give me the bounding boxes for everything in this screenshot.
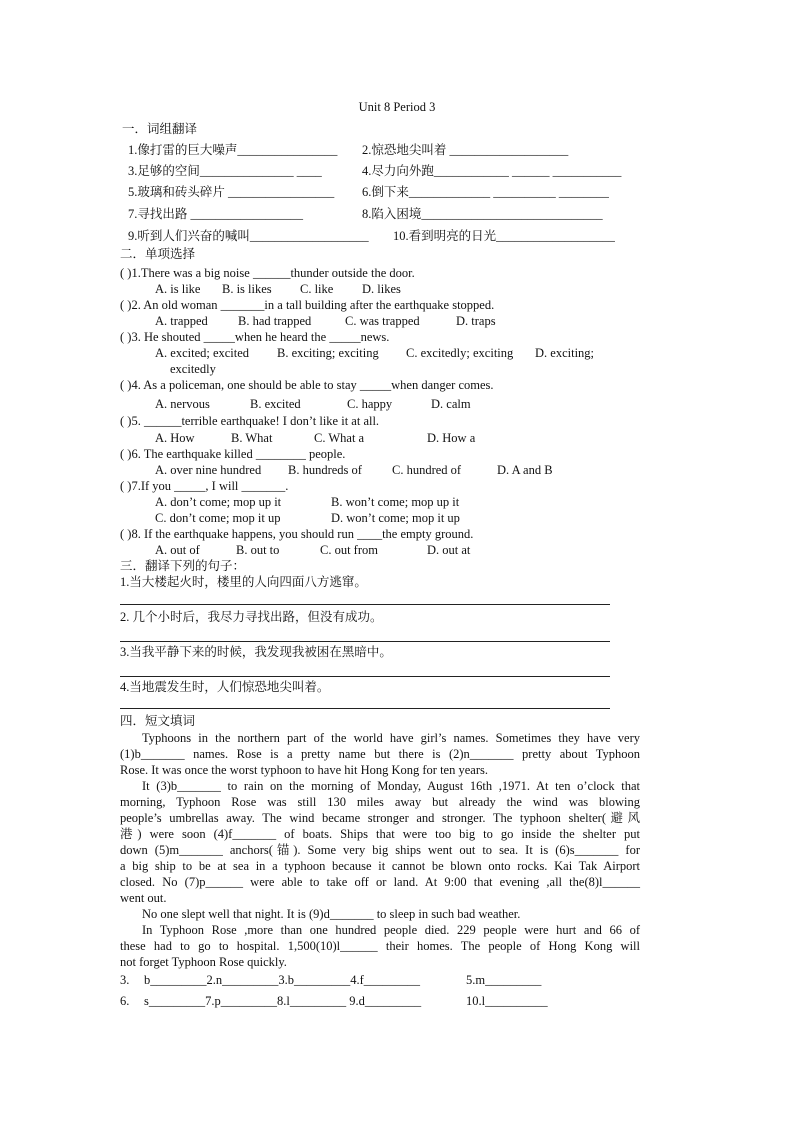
answer-line	[120, 708, 610, 709]
mc-option: B. What	[231, 431, 273, 445]
passage-line: went out.	[120, 891, 167, 905]
mc-question-4: ( )4. As a policeman, one should be able to stay _____when danger comes.	[120, 378, 494, 392]
mc-option: B. exciting; exciting	[277, 346, 379, 360]
section-4-heading: 四．短文填词	[120, 714, 196, 728]
phrase-1: 1.像打雷的巨大噪声________________	[128, 143, 338, 157]
mc-question-1: ( )1.There was a big noise ______thunder outside the door.	[120, 266, 415, 280]
mc-option: B. is likes	[222, 282, 272, 296]
mc-option: C. happy	[347, 397, 393, 411]
translate-sentence-2: 2. 几个小时后，我尽力寻找出路，但没有成功。	[120, 610, 383, 624]
passage-line: not forget Typhoon Rose quickly.	[120, 955, 287, 969]
mc-option: A. is like	[155, 282, 201, 296]
phrase-2: 2.惊恐地尖叫着 ___________________	[362, 143, 569, 157]
phrase-8: 8.陷入困境_____________________________	[362, 207, 603, 221]
mc-option: A. out of	[155, 543, 200, 557]
phrase-6: 6.倒下来_____________ __________ ________	[362, 185, 609, 199]
mc-question-7: ( )7.If you _____, I will _______.	[120, 479, 289, 493]
answer-blank: 5.m_________	[466, 973, 542, 987]
mc-option: B. excited	[250, 397, 301, 411]
mc-option: A. don’t come; mop up it	[155, 495, 282, 509]
mc-option: B. out to	[236, 543, 280, 557]
phrase-4: 4.尽力向外跑____________ ______ ___________	[362, 164, 622, 178]
mc-option: C. hundred of	[392, 463, 462, 477]
answer-blanks: s_________7.p_________8.l_________ 9.d_________	[144, 994, 422, 1008]
mc-option: D. How a	[427, 431, 476, 445]
translate-sentence-3: 3.当我平静下来的时候，我发现我被困在黑暗中。	[120, 645, 392, 659]
mc-option: C. excitedly; exciting	[406, 346, 514, 360]
passage-line: No one slept well that night. It is (9)d_______ to sleep in such bad weather.	[142, 907, 521, 921]
page-title: Unit 8 Period 3	[358, 100, 436, 114]
passage-line: these had to go to hospital. 1,500(10)l______ their homes. The people of Hong Kong will	[120, 939, 640, 953]
mc-option: D. exciting;	[535, 346, 595, 360]
mc-option: C. out from	[320, 543, 378, 557]
passage-line: (1)b_______ names. Rose is a pretty name but there is (2)n_______ pretty about Typhoon	[120, 747, 640, 761]
section-1-heading: 一．词组翻译	[122, 122, 198, 136]
answer-blank: 10.l__________	[466, 994, 548, 1008]
answer-row-number: 3.	[120, 973, 130, 987]
mc-option: D. likes	[362, 282, 401, 296]
passage-line: a big ship to be at sea in a typhoon because it cannot be blown onto rocks. Kai Tak Airport	[120, 859, 640, 873]
phrase-3: 3.足够的空间_______________ ____	[128, 164, 322, 178]
mc-option: B. hundreds of	[288, 463, 362, 477]
passage-line: In Typhoon Rose ,more than one hundred people died. 229 people were hurt and 66 of	[142, 923, 640, 937]
mc-option: A. How	[155, 431, 195, 445]
answer-line	[120, 604, 610, 605]
mc-question-6: ( )6. The earthquake killed ________ people.	[120, 447, 346, 461]
phrase-9: 9.听到人们兴奋的喊叫___________________	[128, 229, 369, 243]
passage-line: down (5)m_______ anchors(锚). Some very big ships went out to sea. It is (6)s_______ for	[120, 843, 640, 857]
translate-sentence-1: 1.当大楼起火时，楼里的人向四面八方逃窜。	[120, 575, 367, 589]
mc-question-5: ( )5. ______terrible earthquake! I don’t like it at all.	[120, 414, 380, 428]
mc-option: B. won’t come; mop up it	[331, 495, 460, 509]
mc-question-2: ( )2. An old woman _______in a tall building after the earthquake stopped.	[120, 298, 495, 312]
mc-question-8: ( )8. If the earthquake happens, you should run ____the empty ground.	[120, 527, 474, 541]
mc-option: D. calm	[431, 397, 471, 411]
mc-option-continued: excitedly	[170, 362, 216, 376]
passage-line: It (3)b_______ to rain on the morning of Monday, August 16th ,1971. At ten o’clock that	[142, 779, 640, 793]
phrase-5: 5.玻璃和砖头碎片 _________________	[128, 185, 335, 199]
section-2-heading: 二．单项选择	[120, 247, 196, 261]
passage-line: closed. No (7)p______ were able to take off or land. At 9:00 that evening ,all the(8)l______	[120, 875, 640, 889]
phrase-10: 10.看到明亮的日光___________________	[393, 229, 615, 243]
answer-line	[120, 641, 610, 642]
mc-question-3: ( )3. He shouted _____when he heard the _____news.	[120, 330, 390, 344]
mc-option: D. out at	[427, 543, 471, 557]
answer-blanks: b_________2.n_________3.b_________4.f_________	[144, 973, 421, 987]
answer-line	[120, 676, 610, 677]
mc-option: B. had trapped	[238, 314, 312, 328]
passage-line: Rose. It was once the worst typhoon to have hit Hong Kong for ten years.	[120, 763, 488, 777]
mc-option: D. won’t come; mop it up	[331, 511, 460, 525]
mc-option: A. nervous	[155, 397, 210, 411]
phrase-7: 7.寻找出路 __________________	[128, 207, 304, 221]
passage-line: 港) were soon (4)f_______ of boats. Ships that were too big to go inside the shelter put	[120, 827, 640, 841]
section-3-heading: 三．翻译下列的句子：	[120, 559, 246, 573]
mc-option: A. excited; excited	[155, 346, 250, 360]
mc-option: C. like	[300, 282, 334, 296]
mc-option: C. was trapped	[345, 314, 420, 328]
answer-row-number: 6.	[120, 994, 130, 1008]
mc-option: A. trapped	[155, 314, 208, 328]
mc-option: A. over nine hundred	[155, 463, 262, 477]
passage-line: people’s umbrellas away. The wind became stronger and stronger. The typhoon shelter(避风	[120, 811, 640, 825]
mc-option: D. traps	[456, 314, 496, 328]
passage-line: Typhoons in the northern part of the world have girl’s names. Sometimes they have very	[142, 731, 640, 745]
mc-option: D. A and B	[497, 463, 553, 477]
passage-line: morning, Typhoon Rose was still 130 miles away but already the wind was blowing	[120, 795, 640, 809]
translate-sentence-4: 4.当地震发生时，人们惊恐地尖叫着。	[120, 680, 330, 694]
mc-option: C. What a	[314, 431, 365, 445]
mc-option: C. don’t come; mop it up	[155, 511, 281, 525]
